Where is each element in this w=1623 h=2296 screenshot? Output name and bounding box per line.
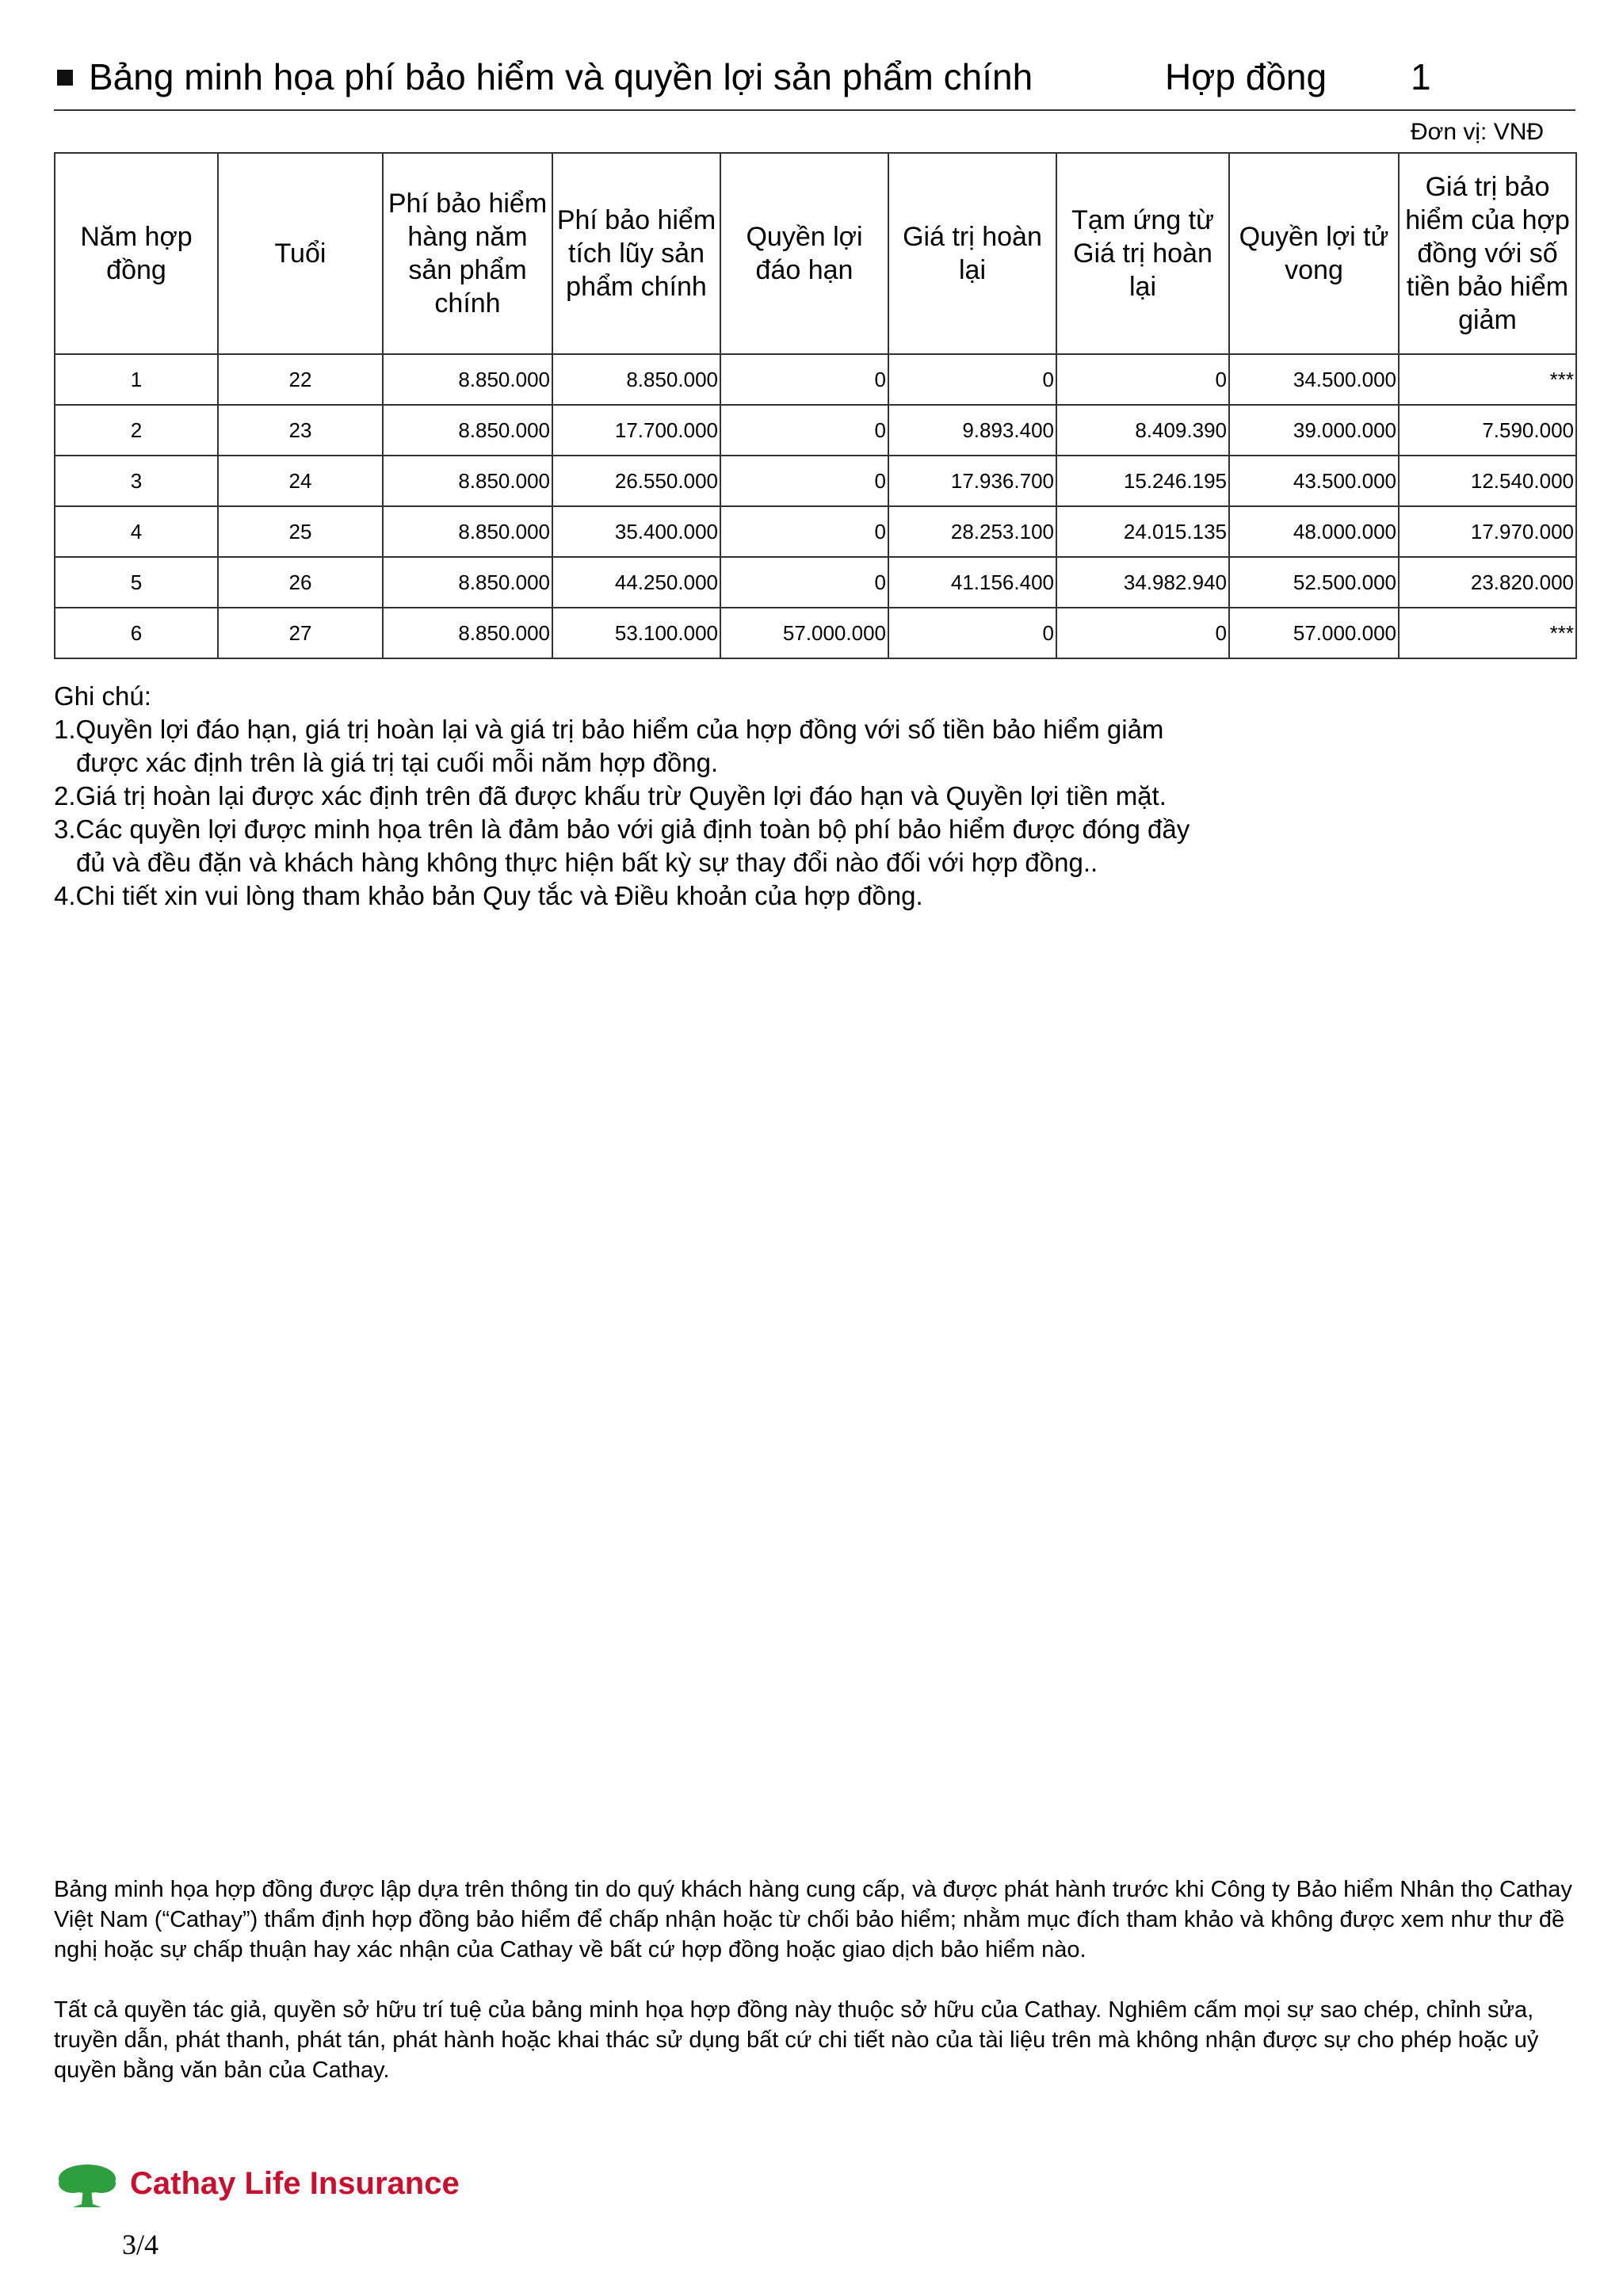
column-header: Tuổi: [218, 153, 383, 354]
table-cell: 8.850.000: [383, 608, 552, 658]
table-cell: 2: [55, 405, 218, 456]
table-cell: 24: [218, 456, 383, 506]
notes-section: [54, 680, 1401, 913]
illustration-table: [54, 152, 1577, 659]
table-cell: 35.400.000: [552, 506, 720, 557]
table-row: [55, 608, 1576, 658]
table-cell: 27: [218, 608, 383, 658]
table-cell: 23.820.000: [1399, 557, 1576, 608]
table-cell: 0: [720, 456, 888, 506]
table-cell: 52.500.000: [1229, 557, 1399, 608]
table-cell: 0: [720, 506, 888, 557]
column-header: Phí bảo hiểm hàng năm sản phẩm chính: [383, 153, 552, 354]
table-cell: 34.500.000: [1229, 354, 1399, 405]
column-header: Quyền lợi đáo hạn: [720, 153, 888, 354]
table-cell: 9.893.400: [888, 405, 1056, 456]
table-cell: 8.850.000: [383, 557, 552, 608]
table-cell: 0: [1056, 354, 1229, 405]
tree-icon: [57, 2160, 117, 2209]
column-header: Giá trị bảo hiểm của hợp đồng với số tiền bảo hiểm giảm: [1399, 153, 1576, 354]
table-header-row: [55, 153, 1576, 354]
table-cell: 57.000.000: [720, 608, 888, 658]
table-cell: 53.100.000: [552, 608, 720, 658]
table-cell: 8.850.000: [383, 506, 552, 557]
table-cell: 17.700.000: [552, 405, 720, 456]
page-number: 3/4: [122, 2229, 159, 2260]
table-cell: 28.253.100: [888, 506, 1056, 557]
table-cell: 25: [218, 506, 383, 557]
table-cell: 3: [55, 456, 218, 506]
table-cell: 26: [218, 557, 383, 608]
note-line: 2.Giá trị hoàn lại được xác định trên đã được khấu trừ Quyền lợi đáo hạn và Quyền lợi tiền mặt.: [54, 781, 1167, 810]
table-cell: 43.500.000: [1229, 456, 1399, 506]
table-cell: 0: [720, 354, 888, 405]
table-cell: 0: [1056, 608, 1229, 658]
table-cell: ***: [1399, 354, 1576, 405]
table-cell: 8.850.000: [383, 354, 552, 405]
note-line: 4.Chi tiết xin vui lòng tham khảo bản Quy tắc và Điều khoản của hợp đồng.: [54, 881, 923, 910]
table-cell: 7.590.000: [1399, 405, 1576, 456]
table-cell: 0: [888, 608, 1056, 658]
table-row: [55, 506, 1576, 557]
table-cell: 0: [720, 557, 888, 608]
table-cell: 5: [55, 557, 218, 608]
title-row: [54, 52, 1575, 111]
disclaimer-section: [54, 1875, 1575, 2115]
note-line: 3.Các quyền lợi được minh họa trên là đảm bảo với giả định toàn bộ phí bảo hiểm được đóng đầy: [54, 814, 1190, 844]
table-cell: 0: [720, 405, 888, 456]
table-cell: ***: [1399, 608, 1576, 658]
table-cell: 0: [888, 354, 1056, 405]
table-cell: 26.550.000: [552, 456, 720, 506]
table-cell: 1: [55, 354, 218, 405]
table-cell: 34.982.940: [1056, 557, 1229, 608]
note-line: đủ và đều đặn và khách hàng không thực hiện bất kỳ sự thay đổi nào đối với hợp đồng..: [76, 848, 1098, 877]
table-row: [55, 354, 1576, 405]
notes-heading: Ghi chú:: [54, 681, 151, 711]
square-bullet-icon: [57, 70, 73, 86]
column-header: Giá trị hoàn lại: [888, 153, 1056, 354]
table-cell: 39.000.000: [1229, 405, 1399, 456]
table-cell: 23: [218, 405, 383, 456]
column-header: Tạm ứng từ Giá trị hoàn lại: [1056, 153, 1229, 354]
table-cell: 22: [218, 354, 383, 405]
table-cell: 24.015.135: [1056, 506, 1229, 557]
disclaimer-paragraph: Bảng minh họa hợp đồng được lập dựa trên thông tin do quý khách hàng cung cấp, và được phát hành trước khi Công ty Bảo hiểm Nhân thọ Cathay Việt Nam (“Cathay”) thẩm định hợp đồng bảo hiểm để chấp nhận hoặc từ chối bảo hiểm; nhằm mục đích tham khảo và không được xem như thư đề nghị hoặc sự chấp thuận hay xác nhận của Cathay về bất cứ hợp đồng hoặc giao dịch bảo hiểm nào.: [54, 1877, 1572, 1962]
column-header: Năm hợp đồng: [55, 153, 218, 354]
currency-unit: Đơn vị: VNĐ: [1411, 119, 1545, 145]
table-cell: 8.850.000: [552, 354, 720, 405]
contract-number: 1: [1411, 56, 1431, 97]
note-line: được xác định trên là giá trị tại cuối mỗi năm hợp đồng.: [76, 748, 719, 777]
note-line: 1.Quyền lợi đáo hạn, giá trị hoàn lại và giá trị bảo hiểm của hợp đồng với số tiền bảo hiểm giảm: [54, 715, 1164, 744]
table-cell: 44.250.000: [552, 557, 720, 608]
table-row: [55, 557, 1576, 608]
table-cell: 4: [55, 506, 218, 557]
table-cell: 6: [55, 608, 218, 658]
table-cell: 17.970.000: [1399, 506, 1576, 557]
column-header: Quyền lợi tử vong: [1229, 153, 1399, 354]
table-cell: 8.850.000: [383, 405, 552, 456]
page-title: Bảng minh họa phí bảo hiểm và quyền lợi sản phẩm chính: [89, 56, 1033, 97]
table-cell: 12.540.000: [1399, 456, 1576, 506]
table-cell: 17.936.700: [888, 456, 1056, 506]
table-cell: 48.000.000: [1229, 506, 1399, 557]
table-cell: 8.850.000: [383, 456, 552, 506]
disclaimer-paragraph: Tất cả quyền tác giả, quyền sở hữu trí tuệ của bảng minh họa hợp đồng này thuộc sở hữu của Cathay. Nghiêm cấm mọi sự sao chép, chỉnh sửa, truyền dẫn, phát thanh, phát tán, phát hành hoặc khai thác sử dụng bất cứ chi tiết nào của tài liệu trên mà không nhận được sự cho phép hoặc uỷ quyền bằng văn bản của Cathay.: [54, 1997, 1539, 2083]
table-cell: 15.246.195: [1056, 456, 1229, 506]
table-cell: 57.000.000: [1229, 608, 1399, 658]
table-row: [55, 405, 1576, 456]
table-cell: 41.156.400: [888, 557, 1056, 608]
table-cell: 8.409.390: [1056, 405, 1229, 456]
brand-name: Cathay Life Insurance: [130, 2166, 460, 2201]
table-row: [55, 456, 1576, 506]
column-header: Phí bảo hiểm tích lũy sản phẩm chính: [552, 153, 720, 354]
contract-label: Hợp đồng: [1165, 56, 1327, 97]
